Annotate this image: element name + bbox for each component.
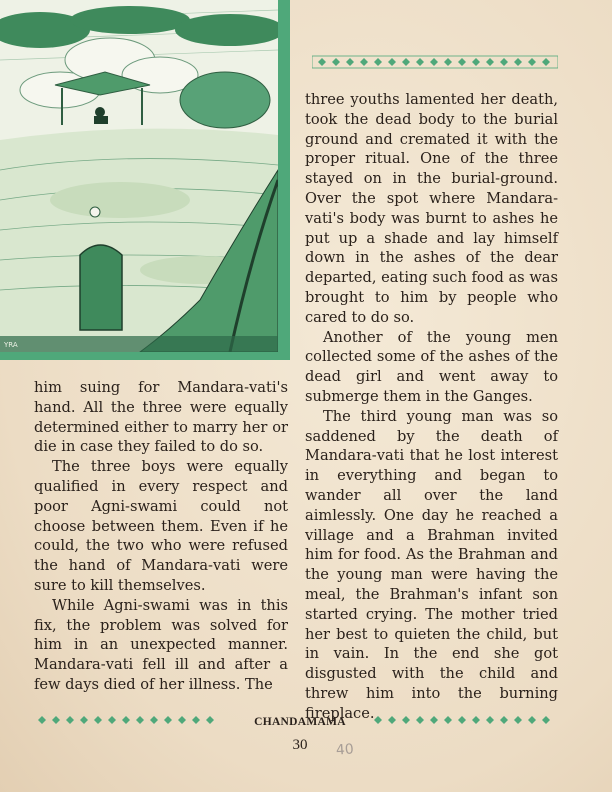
artist-signature: YRA (4, 341, 18, 349)
magazine-title: CHANDAMAMA (254, 716, 346, 728)
paragraph: him suing for Mandara-vati's hand. All the three were equally determined either to marry her or die in case they failed to do so. (34, 379, 288, 456)
paragraph: The third young man was so saddened by the death of Mandara-vati that he lost interest in everything and began to wander all over the land aimlessly. One day he reached a village and a Brahman invited him for food. As the Brahman and the young man were having the meal, the Brahman's infant son started crying. The mother tried her best to quieten the child, but in vain. In the end she got disgusted with the child and threw him into the burning fireplace. (305, 407, 558, 722)
paragraph: The three boys were equally qualified in every respect and poor Agni-swami could not choose between them. Even if he could, the two who were refused the hand of Mandara-vati were sure to kill themselves. (34, 458, 288, 594)
paragraph: While Agni-swami was in this fix, the problem was solved for him in an unexpected manner. Mandara-vati fell ill and after a few days died of her illness. The (34, 596, 288, 693)
illustration-art (0, 0, 278, 352)
paragraph: three youths lamented her death, took the dead body to the burial ground and cremated it with the proper ritual. One of the three stayed on in the burial-ground. Over the spot where Mandara-vati's body was burnt to ashes he put up a shade and lay himself down in the ashes of the dear departed, eating such food as was brought to him by people who cared to do so. (305, 91, 558, 326)
handwritten-note: 40 (335, 741, 355, 759)
decorative-border-top (312, 55, 558, 69)
page-number: 30 (292, 737, 308, 753)
cremation-ground-illustration (0, 0, 278, 352)
left-text-column (34, 378, 288, 695)
decorative-border-bottom-left (34, 713, 226, 727)
decorative-border-bottom-right (370, 713, 558, 727)
paragraph: Another of the young men collected some of the ashes of the dead girl and went away to submerge them in the Ganges. (305, 328, 558, 405)
right-text-column (305, 90, 558, 724)
illustration-frame (0, 0, 290, 360)
